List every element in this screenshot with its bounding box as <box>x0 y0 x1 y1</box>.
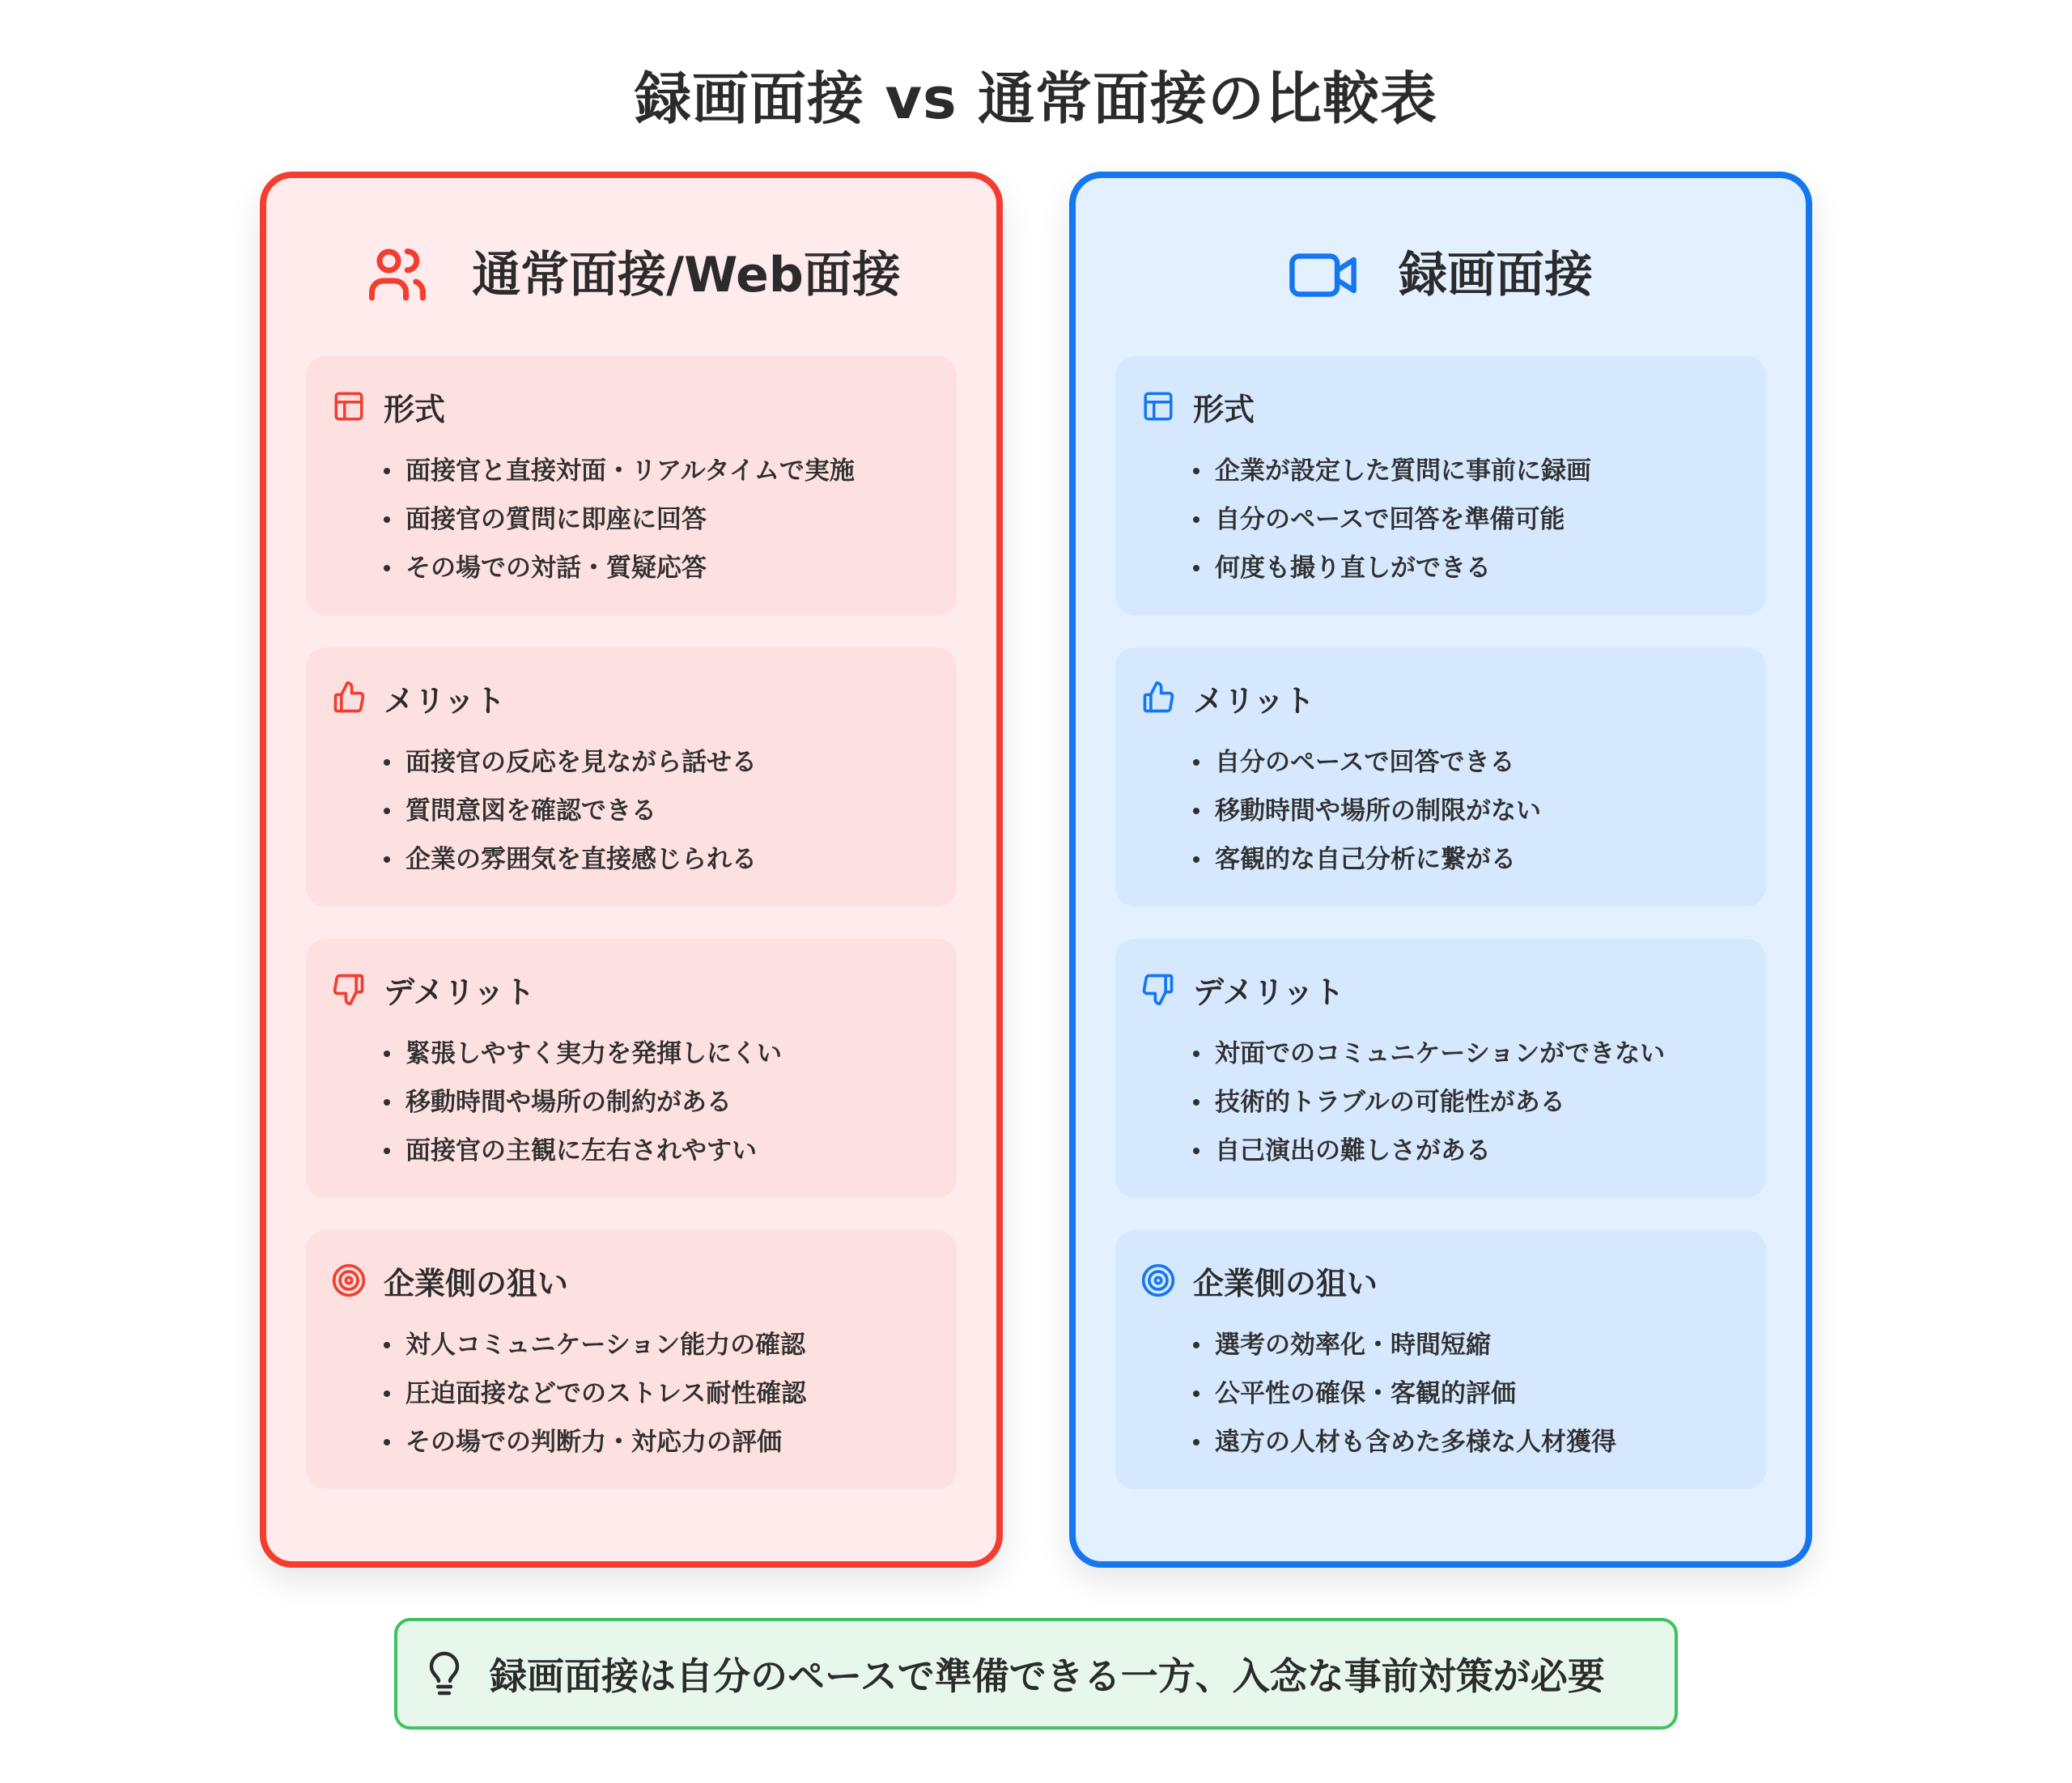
bullet-list <box>1193 1321 1616 1467</box>
lightbulb-icon <box>428 1649 461 1698</box>
page-title: 録画面接 vs 通常面接の比較表 <box>634 66 1438 132</box>
section-title: 企業側の狙い <box>384 1265 569 1301</box>
bullet-list <box>1193 1029 1665 1175</box>
list-item: 企業の雰囲気を直接感じられる <box>384 835 757 884</box>
list-item: その場での対話・質疑応答 <box>384 544 855 592</box>
recorded-interview-panel <box>1069 172 1812 1568</box>
list-item: 面接官と直接対面・リアルタイムで実施 <box>384 447 855 495</box>
section-card-format <box>1115 356 1766 615</box>
thumbs-down-icon <box>330 970 367 1008</box>
list-item: 客観的な自己分析に繋がる <box>1193 835 1541 884</box>
section-title: 形式 <box>384 391 446 427</box>
list-item: 企業が設定した質問に事前に録画 <box>1193 447 1591 495</box>
section-title: デメリット <box>384 974 535 1010</box>
layout-icon <box>1140 388 1177 425</box>
section-card-company-aims <box>1115 1230 1766 1489</box>
bullet-list <box>384 447 855 592</box>
summary-callout <box>394 1618 1678 1730</box>
bullet-list <box>384 1321 806 1467</box>
thumbs-up-icon <box>1140 679 1177 716</box>
list-item: 面接官の質問に即座に回答 <box>384 495 855 544</box>
list-item: 自分のペースで回答を準備可能 <box>1193 495 1591 544</box>
section-title: 形式 <box>1193 391 1255 427</box>
summary-text: 録画面接は自分のペースで準備できる一方、入念な事前対策が必要 <box>490 1654 1605 1698</box>
section-title: メリット <box>384 682 506 719</box>
list-item: その場での判断力・対応力の評価 <box>384 1418 806 1467</box>
list-item: 圧迫面接などでのストレス耐性確認 <box>384 1369 806 1418</box>
section-card-company-aims <box>306 1230 957 1489</box>
list-item: 質問意図を確認できる <box>384 787 757 835</box>
layout-icon <box>330 388 367 425</box>
target-icon <box>330 1262 367 1299</box>
section-card-demerits <box>306 939 957 1198</box>
section-title: デメリット <box>1193 974 1344 1010</box>
panel-header <box>266 235 996 316</box>
section-title: メリット <box>1193 682 1315 719</box>
section-card-demerits <box>1115 939 1766 1198</box>
list-item: 緊張しやすく実力を発揮しにくい <box>384 1029 782 1078</box>
list-item: 技術的トラブルの可能性がある <box>1193 1078 1665 1127</box>
list-item: 対人コミュニケーション能力の確認 <box>384 1321 806 1369</box>
list-item: 自己演出の難しさがある <box>1193 1127 1665 1175</box>
list-item: 自分のペースで回答できる <box>1193 738 1541 787</box>
section-card-merits <box>1115 647 1766 906</box>
bullet-list <box>384 738 757 884</box>
bullet-list <box>1193 738 1541 884</box>
users-icon <box>362 240 433 311</box>
section-card-merits <box>306 647 957 906</box>
list-item: 選考の効率化・時間短縮 <box>1193 1321 1616 1369</box>
list-item: 何度も撮り直しができる <box>1193 544 1591 592</box>
list-item: 面接官の反応を見ながら話せる <box>384 738 757 787</box>
section-title: 企業側の狙い <box>1193 1265 1378 1301</box>
thumbs-down-icon <box>1140 970 1177 1008</box>
bullet-list <box>384 1029 782 1175</box>
list-item: 面接官の主観に左右されやすい <box>384 1127 782 1175</box>
panel-header <box>1076 235 1806 316</box>
section-card-format <box>306 356 957 615</box>
list-item: 公平性の確保・客観的評価 <box>1193 1369 1616 1418</box>
panel-title: 録画面接 <box>1399 247 1593 304</box>
regular-interview-panel <box>260 172 1003 1568</box>
bullet-list <box>1193 447 1591 592</box>
thumbs-up-icon <box>330 679 367 716</box>
list-item: 移動時間や場所の制約がある <box>384 1078 782 1127</box>
target-icon <box>1140 1262 1177 1299</box>
list-item: 遠方の人材も含めた多様な人材獲得 <box>1193 1418 1616 1467</box>
panel-title: 通常面接/Web面接 <box>472 247 901 304</box>
list-item: 移動時間や場所の制限がない <box>1193 787 1541 835</box>
video-camera-icon <box>1289 240 1360 311</box>
list-item: 対面でのコミュニケーションができない <box>1193 1029 1665 1078</box>
